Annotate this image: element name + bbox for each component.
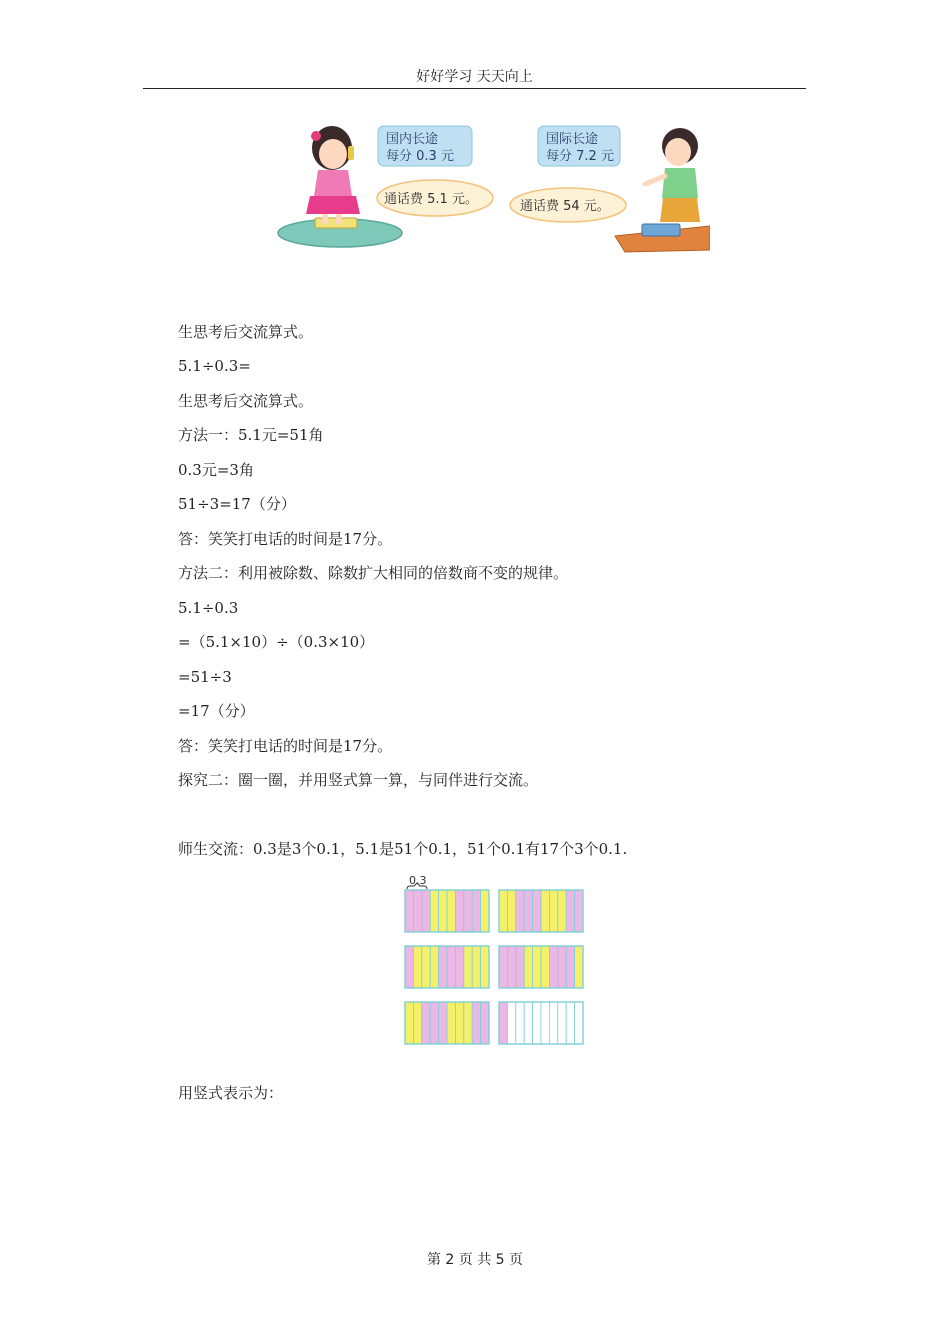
page-header: 好好学习 天天向上 [416, 69, 533, 85]
grid-strip [541, 1002, 549, 1044]
grid-strip [413, 890, 421, 932]
grid-strip [405, 890, 413, 932]
grid-strip [439, 946, 447, 988]
grid-strip [413, 946, 421, 988]
text-line-9: 5.1÷0.3 [178, 599, 239, 617]
grid-strip [413, 1002, 421, 1044]
grid-strip [430, 890, 438, 932]
grid-strip [524, 946, 532, 988]
grid-strip [558, 890, 566, 932]
grid-strip [524, 1002, 532, 1044]
bracket-label: 0.3 [409, 874, 427, 887]
text-line-11: =51÷3 [178, 668, 232, 686]
grid-strip [549, 1002, 557, 1044]
grid-strip [464, 946, 472, 988]
grid-strip [472, 946, 480, 988]
boy-sign-line2: 每分 7.2 元 [546, 149, 614, 164]
grid-strip [533, 946, 541, 988]
grid-strip [549, 890, 557, 932]
grid-strip [481, 1002, 489, 1044]
grid-strip [516, 1002, 524, 1044]
grid-strip [422, 1002, 430, 1044]
grid-strip [516, 946, 524, 988]
text-line-16: 用竖式表示为： [178, 1084, 284, 1102]
grid-strip [464, 1002, 472, 1044]
grid-strip [472, 1002, 480, 1044]
text-line-8: 方法二：利用被除数、除数扩大相同的倍数商不变的规律。 [178, 564, 569, 582]
boy-sign-line1: 国际长途 [546, 132, 599, 147]
grid-panel [405, 1002, 489, 1044]
grid-strip [499, 946, 507, 988]
grid-strip [422, 946, 430, 988]
text-line-10: =（5.1×10）÷（0.3×10） [178, 633, 375, 651]
decimal-grid-figure [397, 870, 589, 1050]
grid-strip [481, 890, 489, 932]
grid-panel [499, 946, 583, 988]
text-line-1: 生思考后交流算式。 [178, 323, 314, 341]
grid-strip [422, 890, 430, 932]
grid-strip [430, 946, 438, 988]
grid-strip [566, 890, 574, 932]
grid-strip [447, 946, 455, 988]
girl-bubble-text: 通话费 5.1 元。 [384, 192, 478, 207]
grid-strip [499, 1002, 507, 1044]
text-line-4: 方法一：5.1元=51角 [178, 426, 324, 444]
grid-strip [481, 946, 489, 988]
grid-strip [464, 890, 472, 932]
grid-strip [447, 890, 455, 932]
grid-strip [439, 1002, 447, 1044]
girl-figure [306, 126, 360, 224]
grid-strip [499, 890, 507, 932]
grid-panel [405, 890, 489, 932]
grid-strip [549, 946, 557, 988]
boy-bubble-text: 通话费 54 元。 [520, 199, 610, 214]
grid-panel [405, 946, 489, 988]
grid-strip [533, 1002, 541, 1044]
text-line-12: =17（分） [178, 702, 255, 720]
text-line-5: 0.3元=3角 [178, 461, 254, 479]
text-line-6: 51÷3=17（分） [178, 495, 296, 513]
boy-figure [645, 128, 700, 222]
boy-phone [642, 224, 680, 236]
grid-strip [472, 890, 480, 932]
girl-sign-line2: 每分 0.3 元 [386, 149, 454, 164]
girl-sign-line1: 国内长途 [386, 132, 439, 147]
grid-strip [575, 1002, 583, 1044]
grid-panel [499, 1002, 583, 1044]
grid-strip [541, 946, 549, 988]
text-line-15: 师生交流：0.3是3个0.1，5.1是51个0.1，51个0.1有17个3个0.1. [178, 840, 628, 858]
grid-panel [499, 890, 583, 932]
grid-strip [516, 890, 524, 932]
page-footer: 第 2 页 共 5 页 [426, 1252, 524, 1268]
phone-call-illustration [270, 118, 710, 258]
grid-strip [558, 946, 566, 988]
grid-strip [507, 1002, 515, 1044]
grid-strip [430, 1002, 438, 1044]
grid-strip [575, 890, 583, 932]
grid-strip [507, 946, 515, 988]
text-line-2: 5.1÷0.3= [178, 357, 251, 375]
grid-strip [566, 1002, 574, 1044]
grid-strip [447, 1002, 455, 1044]
grid-strip [524, 890, 532, 932]
grid-strip [575, 946, 583, 988]
grid-strip [455, 1002, 463, 1044]
grid-strip [533, 890, 541, 932]
text-line-13: 答：笑笑打电话的时间是17分。 [178, 737, 393, 755]
grid-strip [507, 890, 515, 932]
grid-strip [405, 946, 413, 988]
grid-panels [405, 890, 583, 1044]
grid-strip [455, 890, 463, 932]
grid-strip [455, 946, 463, 988]
text-line-3: 生思考后交流算式。 [178, 392, 314, 410]
text-line-7: 答：笑笑打电话的时间是17分。 [178, 530, 393, 548]
text-line-14: 探究二：圈一圈，并用竖式算一算，与同伴进行交流。 [178, 771, 539, 789]
header-divider [143, 88, 806, 89]
grid-strip [405, 1002, 413, 1044]
grid-strip [558, 1002, 566, 1044]
grid-strip [439, 890, 447, 932]
grid-strip [541, 890, 549, 932]
grid-strip [566, 946, 574, 988]
